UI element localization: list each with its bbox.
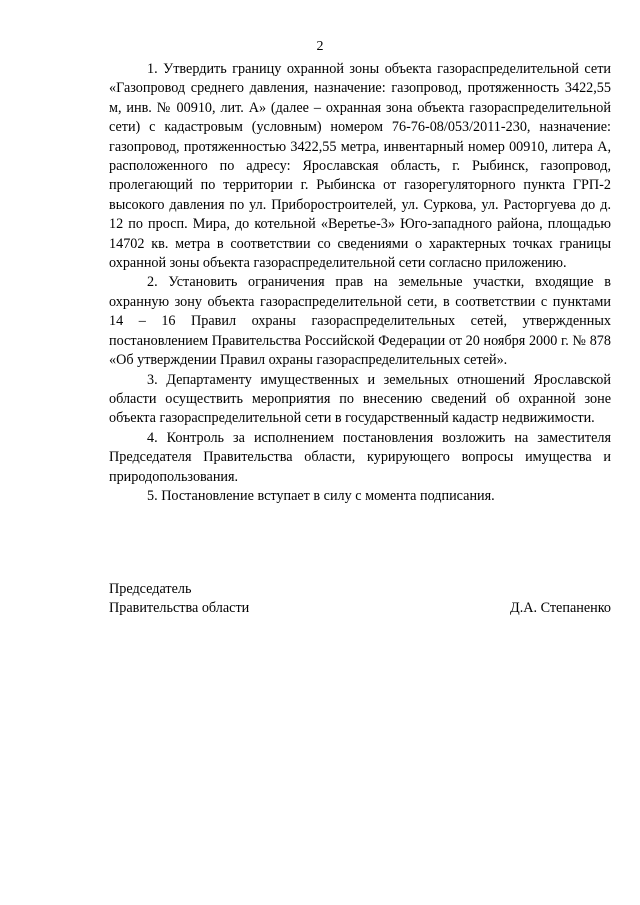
paragraph-4: 4. Контроль за исполнением постановления возложить на заместителя Председателя Правительства области, курирующего вопросы имущества и природопользования. [109, 429, 611, 485]
signature-line [109, 599, 611, 618]
page-number: 2 [316, 39, 324, 54]
document-body [109, 60, 611, 506]
signature-block [109, 580, 611, 619]
paragraph-1: 1. Утвердить границу охранной зоны объекта газораспределительной сети «Газопровод среднего давления, назначение: газопровод, протяженность 3422,55 м, инв. № 00910, лит. А» (далее – охранная зона объекта газораспределительной сети) с кадастровым (условным) номером 76-76-08/053/2011-230, назначение: газопровод, протяженностью 3422,55 метра, инвентарный номер 00910, литера А, расположенного по адресу: Ярославская область, г. Рыбинск, газопровод, пролегающий по территории г. Рыбинска от газорегуляторного пункта ГРП-2 высокого давления по ул. Приборостроителей, ул. Суркова, ул. Расторгуева до д. 12 по просп. Мира, до котельной «Веретье-3» Юго-западного района, площадью 14702 кв. метра в соответствии со сведениями о характерных точках границы охранной зоны объекта газораспределительной сети согласно приложению. [109, 61, 611, 272]
paragraph-5: 5. Постановление вступает в силу с момента подписания. [147, 487, 495, 504]
paragraph-3: 3. Департаменту имущественных и земельных отношений Ярославской области осуществить мероприятия по внесению сведений об охранной зоне объекта газораспределительной сети в государственный кадастр недвижимости. [109, 371, 611, 427]
signatory-title-line1: Председатель [109, 581, 192, 597]
paragraph-2: 2. Установить ограничения прав на земельные участки, входящие в охранную зону объекта газораспределительной сети, в соответствии с пунктами 14 – 16 Правил охраны газораспределительных сетей, утвержденных постановлением Правительства Российской Федерации от 20 ноября 2000 г. № 878 «Об утверждении Правил охраны газораспределительных сетей». [109, 274, 611, 369]
signatory-title-line2: Правительства области [109, 600, 250, 617]
signatory-name: Д.А. Степаненко [510, 600, 611, 617]
